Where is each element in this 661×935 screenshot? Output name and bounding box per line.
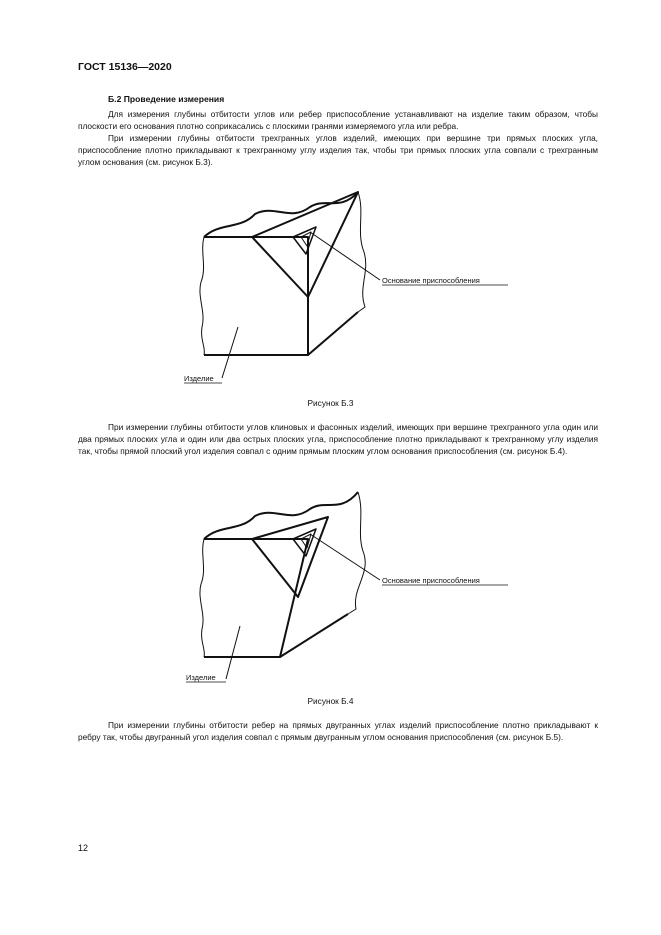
base-outer-triangle bbox=[252, 192, 358, 297]
figure-b4 bbox=[170, 484, 540, 684]
figure-b3 bbox=[170, 182, 540, 382]
paragraph-1: Для измерения глубины отбитости углов или ребер приспособление устанавливают на изделие таким образом, чтобы плоскости его основания плотно соприкасались с плоскими гранями измеряемого угла или ребра. bbox=[78, 109, 598, 132]
figure-b4-caption: Рисунок Б.4 bbox=[307, 696, 354, 706]
label-item: Изделие bbox=[186, 673, 216, 682]
block-side-edge bbox=[308, 312, 358, 355]
label-base: Основание приспособления bbox=[382, 576, 480, 585]
block-side-edge bbox=[280, 614, 348, 657]
paragraph-3: При измерении глубины отбитости углов клиновых и фасонных изделий, имеющих при вершине трехгранного угла один или два прямых плоских угла и один или два острых плоских угла, приспособление плотно прикладывают к трехгранному углу изделия так, чтобы прямой плоский угол изделия совпал с одним прямым плоским углом основания приспособления (см. рисунок Б.4). bbox=[78, 422, 598, 457]
document-header: ГОСТ 15136—2020 bbox=[78, 61, 172, 73]
label-item: Изделие bbox=[184, 374, 214, 383]
label-base: Основание приспособления bbox=[382, 276, 480, 285]
block-right-break bbox=[358, 192, 366, 312]
leader-item bbox=[226, 626, 240, 679]
block-left-break bbox=[200, 237, 204, 355]
figure-b4-drawing bbox=[170, 484, 540, 689]
block-left-break bbox=[200, 539, 204, 657]
block-front-face bbox=[204, 539, 308, 657]
block-top-face bbox=[204, 192, 358, 237]
paragraph-2: При измерении глубины отбитости трехгранных углов изделий, имеющих при вершине три прямых плоских угла, приспособление плотно прикладывают к трехгранному углу изделия так, чтобы три прямых плоских угла совпали с трехгранным углом основания (см. рисунок Б.3). bbox=[78, 133, 598, 168]
leader-base bbox=[310, 534, 380, 580]
block-top-face bbox=[204, 492, 358, 539]
block-front-face bbox=[204, 237, 308, 355]
leader-item bbox=[222, 327, 238, 378]
paragraph-4: При измерении глубины отбитости ребер на прямых двугранных углах изделий приспособление плотно прикладывают к ребру так, чтобы двугранный угол изделия совпал с прямым двугранным углом основания приспособления (см. рисунок Б.5). bbox=[78, 720, 598, 743]
section-title: Б.2 Проведение измерения bbox=[108, 94, 225, 104]
figure-b3-drawing bbox=[170, 182, 540, 387]
figure-b3-caption: Рисунок Б.3 bbox=[307, 398, 354, 408]
block-right-break bbox=[348, 492, 365, 614]
base-inner-triangle bbox=[293, 227, 316, 254]
page-number: 12 bbox=[78, 843, 89, 853]
